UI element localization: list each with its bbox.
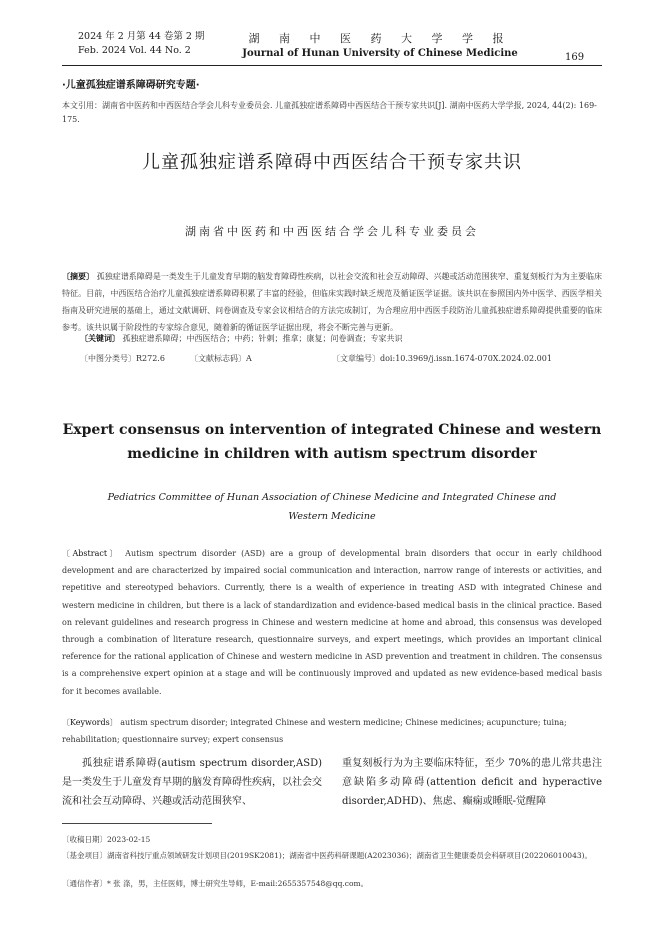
citation: 本文引用：湖南省中医药和中西医结合学会儿科专业委员会. 儿童孤独症谱系障碍中西医结合干预专家共识[J]. 湖南中医药大学学报, 2024, 44(2): 169-175. [62, 101, 597, 124]
article-title-en [62, 418, 602, 466]
abstract-en-label: 〔Abstract〕 [62, 549, 121, 558]
clc-number: 〔中图分类号〕R272.6 [80, 354, 165, 363]
keywords-en [62, 714, 602, 748]
title-en-line-1: Expert consensus on intervention of integrated Chinese and western [62, 422, 602, 438]
keywords-cn-label: 〔关键词〕 [80, 333, 120, 343]
author-en-line-1: Pediatrics Committee of Hunan Association of Chinese Medicine and Integrated Chinese and [107, 492, 557, 503]
journal-title-cn: 湖 南 中 医 药 大 学 学 报 [248, 32, 512, 45]
footnote-divider [62, 823, 212, 824]
abstract-cn-text: 孤独症谱系障碍是一类发生于儿童发育早期的脑发育障碍性疾病，以社会交流和社会互动障碍、兴趣或活动范围狭窄、重复刻板行为为主要临床特征。目前，中西医结合治疗儿童孤独症谱系障碍积累了丰富的经验，但临床实践时缺乏规范及循证医学证据。该共识在参照国内外中医学、西医学相关指南及研究进展的基础上，通过文献调研、问卷调查及专家会议相结合的方法完成制订，为合理应用中西医手段防治儿童孤独症谱系障碍提供重要的临床参考。该共识属于阶段性的专家综合意见，随着新的循证医学证据出现，将会不断完善与更新。 [62, 272, 603, 332]
abstract-cn-label: 〔摘要〕 [62, 271, 95, 281]
page-number: 169 [565, 52, 585, 63]
abstract-en-text: Autism spectrum disorder (ASD) are a group of developmental brain disorders that occur in early childhood development and are characterized by impaired social communication and interaction, narrow range of interests or activities, and repetitive and stereotyped behaviors. Currently, there is a wealth of experience in treating ASD with integrated Chinese and western medicine in children, but there is a lack of standardization and evidence-based medical basis in the clinical practice. Based on relevant guidelines and research progress in Chinese and western medicine at home and abroad, this consensus was developed through a combination of literature research, questionnaire surveys, and expert meetings, which provides an important clinical reference for the rational application of Chinese and western medicine in ASD prevention and treatment in children. The consensus is a comprehensive expert opinion at a stage and will be continuously improved and updated as new evidence-based medical basis for it becomes available. [62, 549, 602, 696]
journal-title-en: Journal of Hunan University of Chinese Medicine [242, 48, 518, 59]
keywords-cn [80, 333, 600, 344]
keywords-en-label: 〔Keywords〕 [62, 718, 118, 727]
issue-cn: 2024 年 2 月第 44 卷第 2 期 [78, 31, 205, 42]
journal-title [220, 30, 540, 59]
body-column-right: 重复刻板行为为主要临床特征，至少 70%的患儿常共患注意缺陷多动障碍(attention deficit and hyperactive disorder,ADHD)、焦虑、癫痫或睡眠-觉醒障 [342, 758, 602, 807]
author-cn: 湖南省中医药和中西医结合学会儿科专业委员会 [185, 225, 479, 238]
title-en-line-2: medicine in children with autism spectrum disorder [127, 446, 537, 462]
abstract-cn [62, 268, 602, 336]
article-title-cn: 儿童孤独症谱系障碍中西医结合干预专家共识 [142, 152, 522, 173]
abstract-en [62, 545, 602, 700]
issue-en: Feb. 2024 Vol. 44 No. 2 [78, 45, 191, 56]
footnote-received: 〔收稿日期〕2023-02-15 [62, 835, 151, 844]
footnote-funding: 〔基金项目〕湖南省科技厅重点领域研发计划项目(2019SK2081)；湖南省中医药科研课题(A2023036)；湖南省卫生健康委员会科研项目(202206010043)。 [62, 851, 593, 860]
body-column-left: 孤独症谱系障碍(autism spectrum disorder,ASD)是一类发生于儿童发育早期的脑发育障碍性疾病，以社会交流和社会互动障碍、兴趣或活动范围狭窄、 [62, 758, 322, 807]
author-en-line-2: Western Medicine [288, 511, 376, 522]
special-topic-label: ·儿童孤独症谱系障碍研究专题· [62, 80, 200, 91]
article-number: 〔文章编号〕doi:10.3969/j.issn.1674-070X.2024.02.001 [332, 354, 552, 363]
document-code: 〔文献标志码〕A [190, 354, 252, 363]
keywords-en-text: autism spectrum disorder; integrated Chinese and western medicine; Chinese medicines; acupuncture; tuina; rehabilitation; questionnaire survey; expert consensus [62, 718, 567, 744]
keywords-cn-text: 孤独症谱系障碍；中西医结合；中药；针刺；推拿；康复；问卷调查；专家共识 [122, 334, 403, 343]
header-divider [62, 65, 602, 66]
author-en [62, 488, 602, 526]
journal-issue-info [78, 30, 205, 58]
footnote-corresponding: 〔通信作者〕* 张 涤，男，主任医师，博士研究生导师，E-mail:2655357548@qq.com。 [62, 879, 369, 888]
